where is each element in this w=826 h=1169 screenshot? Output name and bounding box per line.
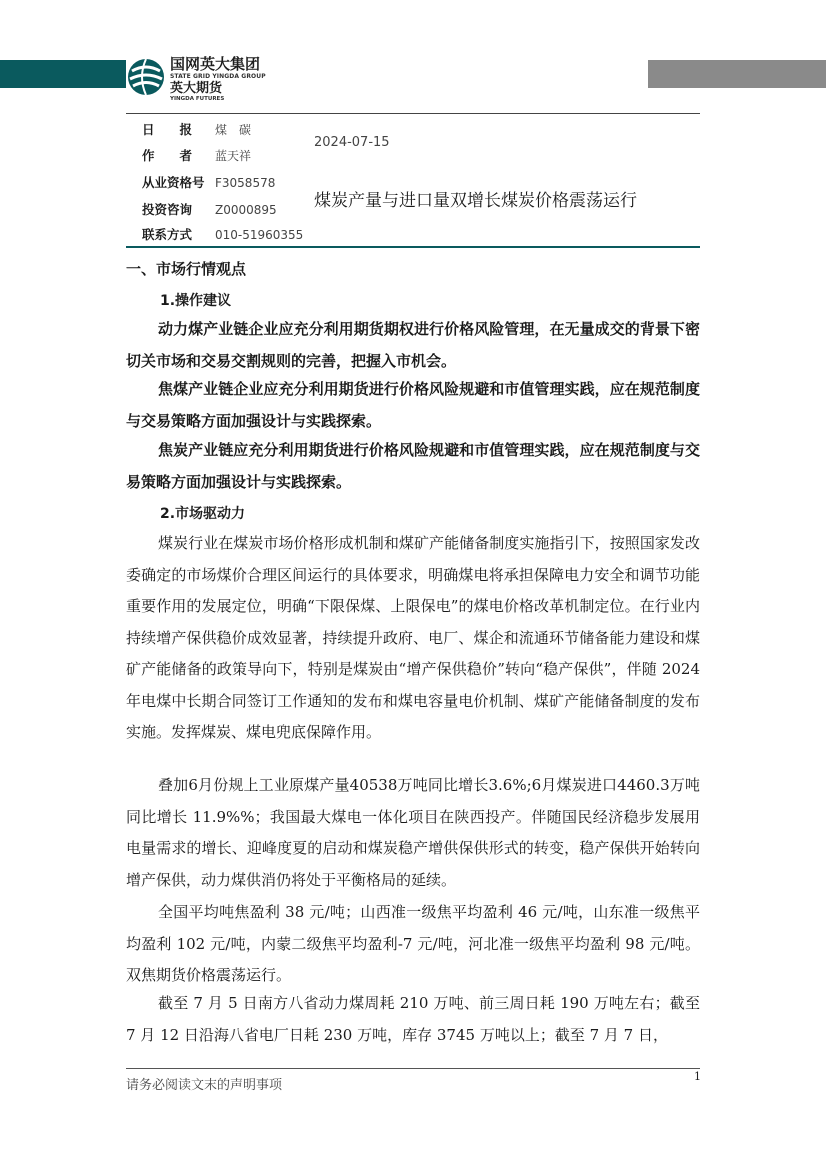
logo-text — [170, 56, 266, 102]
header-rule — [126, 113, 700, 114]
footer-rule — [126, 1068, 700, 1069]
paragraph-advice-coking-coal: 焦煤产业链企业应充分利用期货进行价格风险规避和市值管理实践，应在规范制度与交易策略方面加强设计与实践探索。 — [126, 380, 700, 430]
header-band-right — [648, 60, 826, 88]
info-label: 投资咨询 — [142, 202, 193, 217]
report-date: 2024-07-15 — [314, 135, 390, 150]
info-label: 日 报 — [142, 122, 193, 137]
subsidiary-name-cn: 英大期货 — [170, 81, 223, 96]
paragraph-advice-coke: 焦炭产业链应充分利用期货进行价格风险规避和市值管理实践，应在规范制度与交易策略方面加强设计与实践探索。 — [126, 441, 700, 491]
paragraph-coke-profit: 全国平均吨焦盈利 38 元/吨；山西准一级焦平均盈利 46 元/吨，山东准一级焦平均盈利 102 元/吨，内蒙二级焦平均盈利-7 元/吨，河北准一级焦平均盈利 98 元/吨。双焦期货价格震荡运行。 — [126, 903, 700, 984]
paragraph-market-drivers: 煤炭行业在煤炭市场价格形成机制和煤矿产能储备制度实施指引下，按照国家发改委确定的市场煤价合理区间运行的具体要求，明确煤电将承担保障电力安全和调节功能重要作用的发展定位，明确“下限保煤、上限保电”的煤电价格改革机制定位。在行业内持续增产保供稳价成效显著，持续提升政府、电厂、煤企和流通环节储备能力建设和煤矿产能储备的政策导向下，特别是煤炭由“增产保供稳价”转向“稳产保供”，伴随 2024 年电煤中长期合同签订工作通知的发布和煤电容量电价机制、煤矿产能储备制度的发布实施。发挥煤炭、煤电兜底保障作用。 — [126, 534, 700, 741]
paragraph-advice-thermal-coal: 动力煤产业链企业应充分利用期货期权进行价格风险管理，在无量成交的背景下密切关市场和交易交割规则的完善，把握入市机会。 — [126, 320, 700, 370]
header-band-left — [0, 60, 126, 88]
info-value: 010-51960355 — [215, 228, 304, 242]
logo-globe-icon — [126, 57, 166, 97]
report-title: 煤炭产量与进口量双增长煤炭价格震荡运行 — [314, 191, 637, 211]
subsection-heading: 2.市场驱动力 — [160, 506, 246, 522]
section-heading: 一、市场行情观点 — [126, 260, 247, 278]
info-value: 煤 碳 — [215, 123, 252, 137]
info-label: 联系方式 — [142, 227, 193, 242]
info-value: 蓝天祥 — [215, 149, 252, 163]
footer-notice: 请务必阅读文末的声明事项 — [126, 1078, 283, 1093]
title-rule — [126, 246, 700, 248]
info-value: F3058578 — [215, 176, 276, 190]
paragraph-consumption: 截至 7 月 5 日南方八省动力煤周耗 210 万吨、前三周日耗 190 万吨左右；截至 7 月 12 日沿海八省电厂日耗 230 万吨，库存 3745 万吨以上；截至 7 月 7 日， — [126, 994, 700, 1044]
company-name-cn: 国网英大集团 — [170, 55, 261, 73]
company-name-en: STATE GRID YINGDA GROUP — [170, 73, 266, 80]
page-number: 1 — [694, 1070, 701, 1083]
info-label: 从业资格号 — [142, 175, 205, 190]
paragraph-production-imports: 叠加6月份规上工业原煤产量40538万吨同比增长3.6%;6月煤炭进口4460.3万吨同比增长 11.9%%；我国最大煤电一体化项目在陕西投产。伴随国民经济稳步发展用电量需求的增长、迎峰度夏的启动和煤炭稳产增供保供形式的转变，稳产保供开始转向增产保供，动力煤供消仍将处于平衡格局的延续。 — [126, 776, 700, 889]
info-label: 作 者 — [142, 148, 193, 163]
subsection-heading: 1.操作建议 — [160, 293, 232, 309]
info-value: Z0000895 — [215, 203, 277, 217]
subsidiary-name-en: YINGDA FUTURES — [170, 96, 225, 102]
